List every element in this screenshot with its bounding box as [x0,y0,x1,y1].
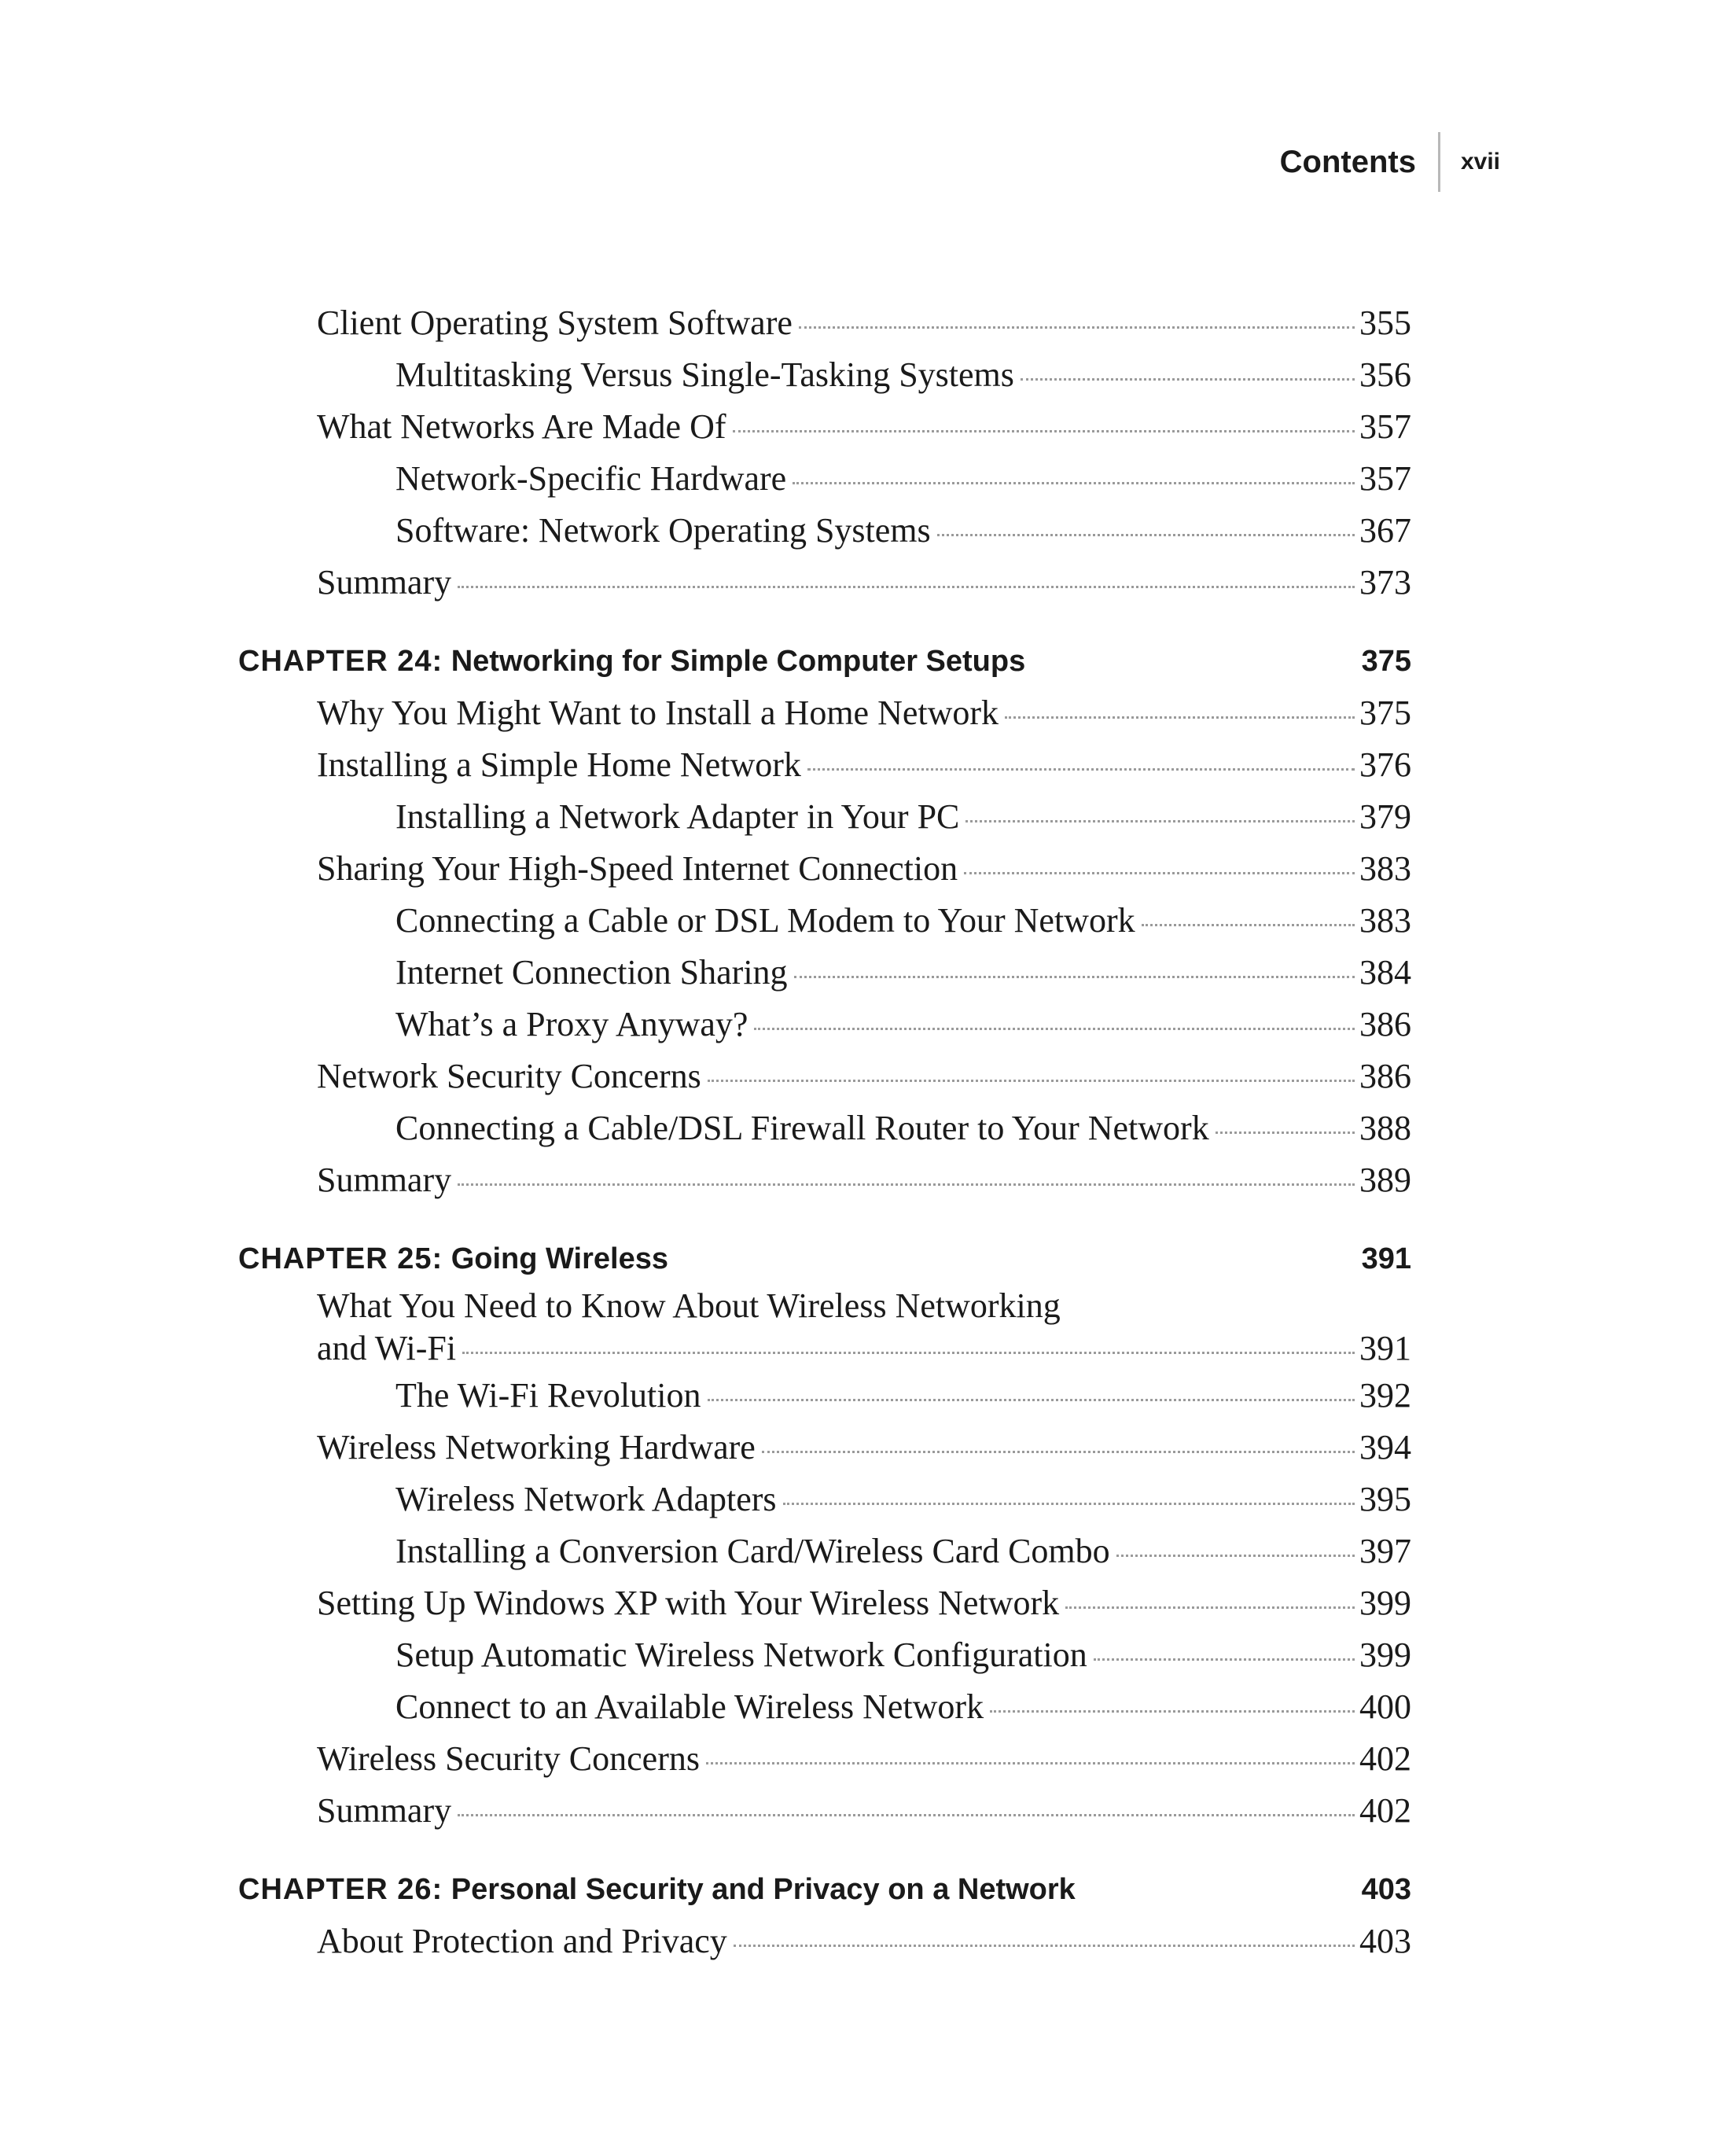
toc-entry-page: 375 [1359,694,1411,732]
chapter-label: CHAPTER 24: [238,645,443,678]
toc-entry[interactable] [238,1370,1411,1422]
chapter-heading[interactable] [238,1864,1411,1915]
toc-entry[interactable] [238,1629,1411,1681]
dot-leader [458,1814,1355,1816]
toc-entry-title: and Wi-Fi [317,1329,457,1367]
dot-leader [708,1399,1355,1401]
dot-leader [1094,1658,1355,1661]
dot-leader [458,1183,1355,1186]
toc-entry[interactable] [238,1577,1411,1629]
toc-entry-page: 402 [1359,1739,1411,1778]
toc-entry-page: 392 [1359,1376,1411,1415]
running-header-section: Contents [1279,144,1416,179]
dot-leader [1005,716,1355,719]
toc-entry[interactable] [238,401,1411,453]
dot-leader [458,586,1355,588]
toc-entry-page: 403 [1359,1922,1411,1960]
dot-leader [964,872,1355,874]
toc-entry-page: 383 [1359,849,1411,888]
toc-entry[interactable] [238,1051,1411,1102]
toc-entry[interactable] [238,1474,1411,1525]
chapter-heading[interactable] [238,1233,1411,1285]
header-divider [1438,132,1440,192]
chapter-title: Going Wireless [451,1242,668,1275]
dot-leader [793,482,1355,484]
toc-entry-title: Installing a Conversion Card/Wireless Card Combo [395,1532,1110,1570]
dot-leader [1142,924,1355,926]
toc-entry-title: What Networks Are Made Of [317,407,726,446]
toc-entry-title-line2 [317,1327,1411,1370]
toc-entry[interactable] [238,1422,1411,1474]
chapter-page-number: 403 [1361,1873,1411,1906]
toc-entry-page: 391 [1359,1329,1411,1367]
dot-leader [799,326,1355,329]
toc-entry-title: Setup Automatic Wireless Network Configuration [395,1636,1087,1674]
toc-entry-title-line1: What You Need to Know About Wireless Networking [317,1286,1061,1325]
table-of-contents [238,297,1411,1967]
toc-entry-title: The Wi-Fi Revolution [395,1376,701,1415]
toc-entry-page: 367 [1359,511,1411,550]
toc-entry-page: 388 [1359,1109,1411,1147]
dot-leader [1021,378,1355,381]
toc-entry-title: Multitasking Versus Single-Tasking Systems [395,355,1014,394]
toc-entry-page: 379 [1359,797,1411,836]
toc-entry-page: 399 [1359,1636,1411,1674]
toc-entry-title: Installing a Simple Home Network [317,745,801,784]
toc-entry-title: Why You Might Want to Install a Home Network [317,694,999,732]
toc-entry-title: Connecting a Cable/DSL Firewall Router to Your Network [395,1109,1209,1147]
toc-entry[interactable] [238,1915,1411,1967]
toc-entry[interactable] [238,1785,1411,1837]
chapter-label: CHAPTER 25: [238,1242,443,1275]
toc-entry-title: Wireless Networking Hardware [317,1428,756,1466]
chapter-title: Personal Security and Privacy on a Network [451,1873,1076,1906]
toc-entry[interactable] [238,843,1411,895]
toc-entry-title: Summary [317,1791,452,1830]
page-number: xvii [1460,149,1500,175]
toc-entry-title: Summary [317,563,452,602]
toc-entry-page: 402 [1359,1791,1411,1830]
chapter-page-number: 375 [1361,645,1411,678]
toc-entry[interactable] [238,1154,1411,1206]
dot-leader [1216,1132,1355,1134]
toc-entry-title: Network-Specific Hardware [395,459,787,498]
toc-entry-page: 389 [1359,1161,1411,1199]
toc-entry-title: Network Security Concerns [317,1057,701,1095]
chapter-heading-text [238,1864,1076,1915]
toc-entry-page: 386 [1359,1057,1411,1095]
dot-leader [937,534,1355,536]
toc-entry-page: 384 [1359,953,1411,992]
toc-entry-page: 355 [1359,304,1411,342]
toc-entry-page: 356 [1359,355,1411,394]
dot-leader [807,768,1355,771]
chapter-page-number: 391 [1361,1242,1411,1275]
dot-leader [965,820,1355,822]
toc-entry-page: 395 [1359,1480,1411,1518]
dot-leader [990,1710,1355,1713]
toc-entry[interactable] [238,453,1411,505]
chapter-heading[interactable] [238,635,1411,687]
toc-entry-title: Setting Up Windows XP with Your Wireless Network [317,1584,1060,1622]
dot-leader [1116,1555,1355,1557]
running-header [1280,132,1500,192]
toc-entry-title: Connecting a Cable or DSL Modem to Your Network [395,901,1135,940]
toc-entry[interactable] [238,947,1411,999]
dot-leader [733,430,1355,432]
toc-entry[interactable] [238,1525,1411,1577]
toc-entry-page: 376 [1359,745,1411,784]
toc-entry-page: 394 [1359,1428,1411,1466]
toc-entry-page: 383 [1359,901,1411,940]
toc-entry[interactable] [238,349,1411,401]
toc-entry-page: 357 [1359,459,1411,498]
toc-entry-title: About Protection and Privacy [317,1922,727,1960]
toc-entry[interactable] [238,999,1411,1051]
toc-entry-title: Wireless Security Concerns [317,1739,700,1778]
toc-entry-page: 399 [1359,1584,1411,1622]
chapter-heading-text [238,635,1025,687]
toc-entry-page: 373 [1359,563,1411,602]
dot-leader [762,1451,1355,1453]
toc-entry-title: Wireless Network Adapters [395,1480,777,1518]
toc-entry[interactable] [238,557,1411,609]
toc-entry-title: Summary [317,1161,452,1199]
toc-entry-title: Client Operating System Software [317,304,793,342]
toc-entry[interactable] [238,1733,1411,1785]
dot-leader [706,1762,1355,1764]
toc-entry[interactable] [238,687,1411,739]
toc-entry-title: What’s a Proxy Anyway? [395,1005,748,1043]
dot-leader [794,976,1355,978]
dot-leader [462,1352,1355,1354]
toc-entry-title: Connect to an Available Wireless Network [395,1687,984,1726]
toc-entry-page: 400 [1359,1687,1411,1726]
toc-entry-page: 386 [1359,1005,1411,1043]
toc-entry-page: 397 [1359,1532,1411,1570]
toc-entry-title: Installing a Network Adapter in Your PC [395,797,960,836]
dot-leader [1065,1606,1355,1609]
toc-entry-title: Software: Network Operating Systems [395,511,931,550]
dot-leader [783,1503,1355,1505]
toc-entry[interactable] [238,1285,1411,1370]
toc-entry[interactable] [238,739,1411,791]
toc-entry[interactable] [238,505,1411,557]
toc-entry[interactable] [238,791,1411,843]
chapter-label: CHAPTER 26: [238,1873,443,1906]
dot-leader [754,1028,1355,1030]
dot-leader [708,1080,1355,1082]
toc-entry-title: Internet Connection Sharing [395,953,788,992]
toc-entry[interactable] [238,297,1411,349]
dot-leader [734,1945,1355,1947]
toc-entry-title: Sharing Your High-Speed Internet Connection [317,849,958,888]
toc-entry[interactable] [238,1102,1411,1154]
toc-entry-page: 357 [1359,407,1411,446]
chapter-heading-text [238,1233,668,1285]
toc-entry[interactable] [238,1681,1411,1733]
chapter-title: Networking for Simple Computer Setups [451,645,1026,678]
toc-entry[interactable] [238,895,1411,947]
